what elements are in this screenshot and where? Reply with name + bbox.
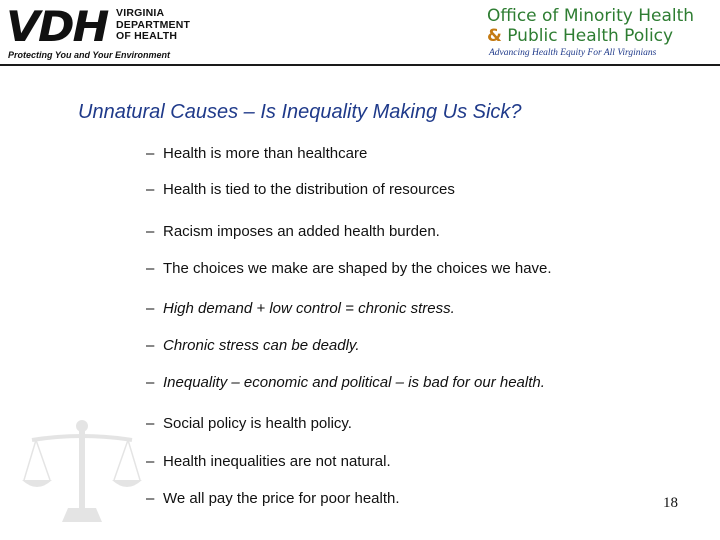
vdh-tagline: Protecting You and Your Environment	[8, 50, 171, 60]
vdh-name-line: VIRGINIA	[116, 7, 165, 19]
bullet-item	[146, 374, 545, 391]
bullet-dash: –	[146, 300, 155, 317]
bullet-text: Health inequalities are not natural.	[163, 453, 391, 470]
slide-header	[0, 0, 720, 66]
bullet-text: High demand + low control = chronic stress.	[163, 300, 455, 317]
bullet-dash: –	[146, 374, 155, 391]
bullet-dash: –	[146, 223, 155, 240]
bullet-item	[146, 300, 455, 317]
vdh-logo-letters: VDH	[6, 2, 108, 51]
bullet-dash: –	[146, 260, 155, 277]
bullet-item	[146, 145, 367, 162]
slide-title: Unnatural Causes – Is Inequality Making Us Sick?	[78, 101, 522, 123]
bullet-dash: –	[146, 145, 155, 162]
bullet-item	[146, 260, 552, 277]
bullet-item	[146, 181, 455, 198]
omh-logo-line2	[487, 26, 694, 46]
bullet-item	[146, 223, 440, 240]
omh-logo-line1: Office of Minority Health	[487, 6, 695, 26]
bullet-dash: –	[146, 415, 155, 432]
bullet-dash: –	[146, 453, 155, 470]
bullet-text: Chronic stress can be deadly.	[163, 337, 360, 354]
bullet-dash: –	[146, 337, 155, 354]
page-number: 18	[663, 495, 678, 511]
bullet-item	[146, 490, 400, 507]
header-divider	[0, 64, 720, 66]
bullet-text: Health is tied to the distribution of resources	[163, 181, 455, 198]
bullet-dash: –	[146, 181, 155, 198]
bullet-text: Racism imposes an added health burden.	[163, 223, 440, 240]
scales-of-justice-icon	[22, 418, 142, 530]
bullet-text: The choices we make are shaped by the choices we have.	[163, 260, 552, 277]
vdh-name-line: DEPARTMENT	[116, 18, 191, 31]
vdh-name-line: OF HEALTH	[116, 30, 178, 42]
omh-logo-line2-text: Public Health Policy	[507, 26, 674, 46]
vdh-logo-name	[116, 8, 190, 43]
omh-logo	[487, 6, 694, 58]
omh-ampersand: &	[487, 26, 502, 46]
bullet-text: Social policy is health policy.	[163, 415, 352, 432]
bullet-text: Health is more than healthcare	[163, 145, 368, 162]
bullet-item	[146, 415, 352, 432]
bullet-text: We all pay the price for poor health.	[163, 490, 400, 507]
bullet-dash: –	[146, 490, 155, 507]
bullet-item	[146, 337, 360, 354]
omh-tagline: Advancing Health Equity For All Virginians	[489, 48, 657, 58]
bullet-text: Inequality – economic and political – is bad for our health.	[163, 374, 545, 391]
bullet-item	[146, 453, 391, 470]
vdh-logo	[6, 2, 191, 51]
